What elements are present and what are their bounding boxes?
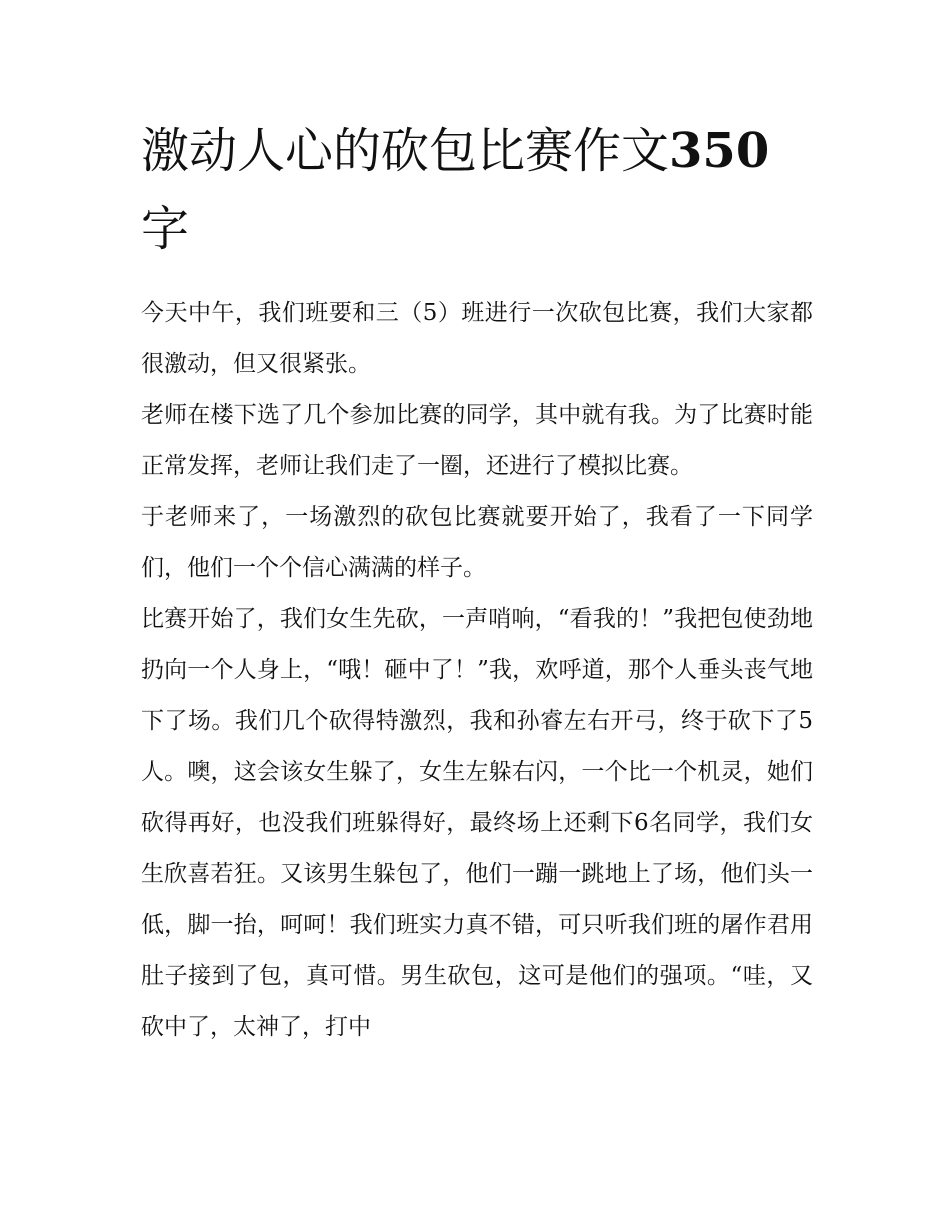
document-title	[141, 112, 813, 268]
document-body	[141, 112, 813, 1053]
title-text: 激动人心的砍包比赛作文	[141, 123, 670, 179]
paragraph: 老师在楼下选了几个参加比赛的同学，其中就有我。为了比赛时能正常发挥，老师让我们走了一圈，还进行了模拟比赛。	[141, 402, 813, 479]
paragraph: 于老师来了，一场激烈的砍包比赛就要开始了，我看了一下同学们，他们一个个信心满满的样子。	[141, 504, 813, 581]
paragraph: 比赛开始了，我们女生先砍，一声哨响，“看我的！”我把包使劲地扔向一个人身上，“哦！砸中了！”我，欢呼道，那个人垂头丧气地下了场。我们几个砍得特激烈，我和孙睿左右开弓，终于砍下了5人。噢，这会该女生躲了，女生左躲右闪，一个比一个机灵，她们砍得再好，也没我们班躲得好，最终场上还剩下6名同学，我们女生欣喜若狂。又该男生躲包了，他们一蹦一跳地上了场，他们头一低，脚一抬，呵呵！我们班实力真不错，可只听我们班的屠作君用肚子接到了包，真可惜。男生砍包，这可是他们的强项。“哇，又砍中了，太神了，打中	[141, 606, 813, 1040]
title-number: 350	[669, 123, 770, 179]
paragraph: 今天中午，我们班要和三（5）班进行一次砍包比赛，我们大家都很激动，但又很紧张。	[141, 300, 813, 377]
title-suffix: 字	[141, 201, 190, 257]
